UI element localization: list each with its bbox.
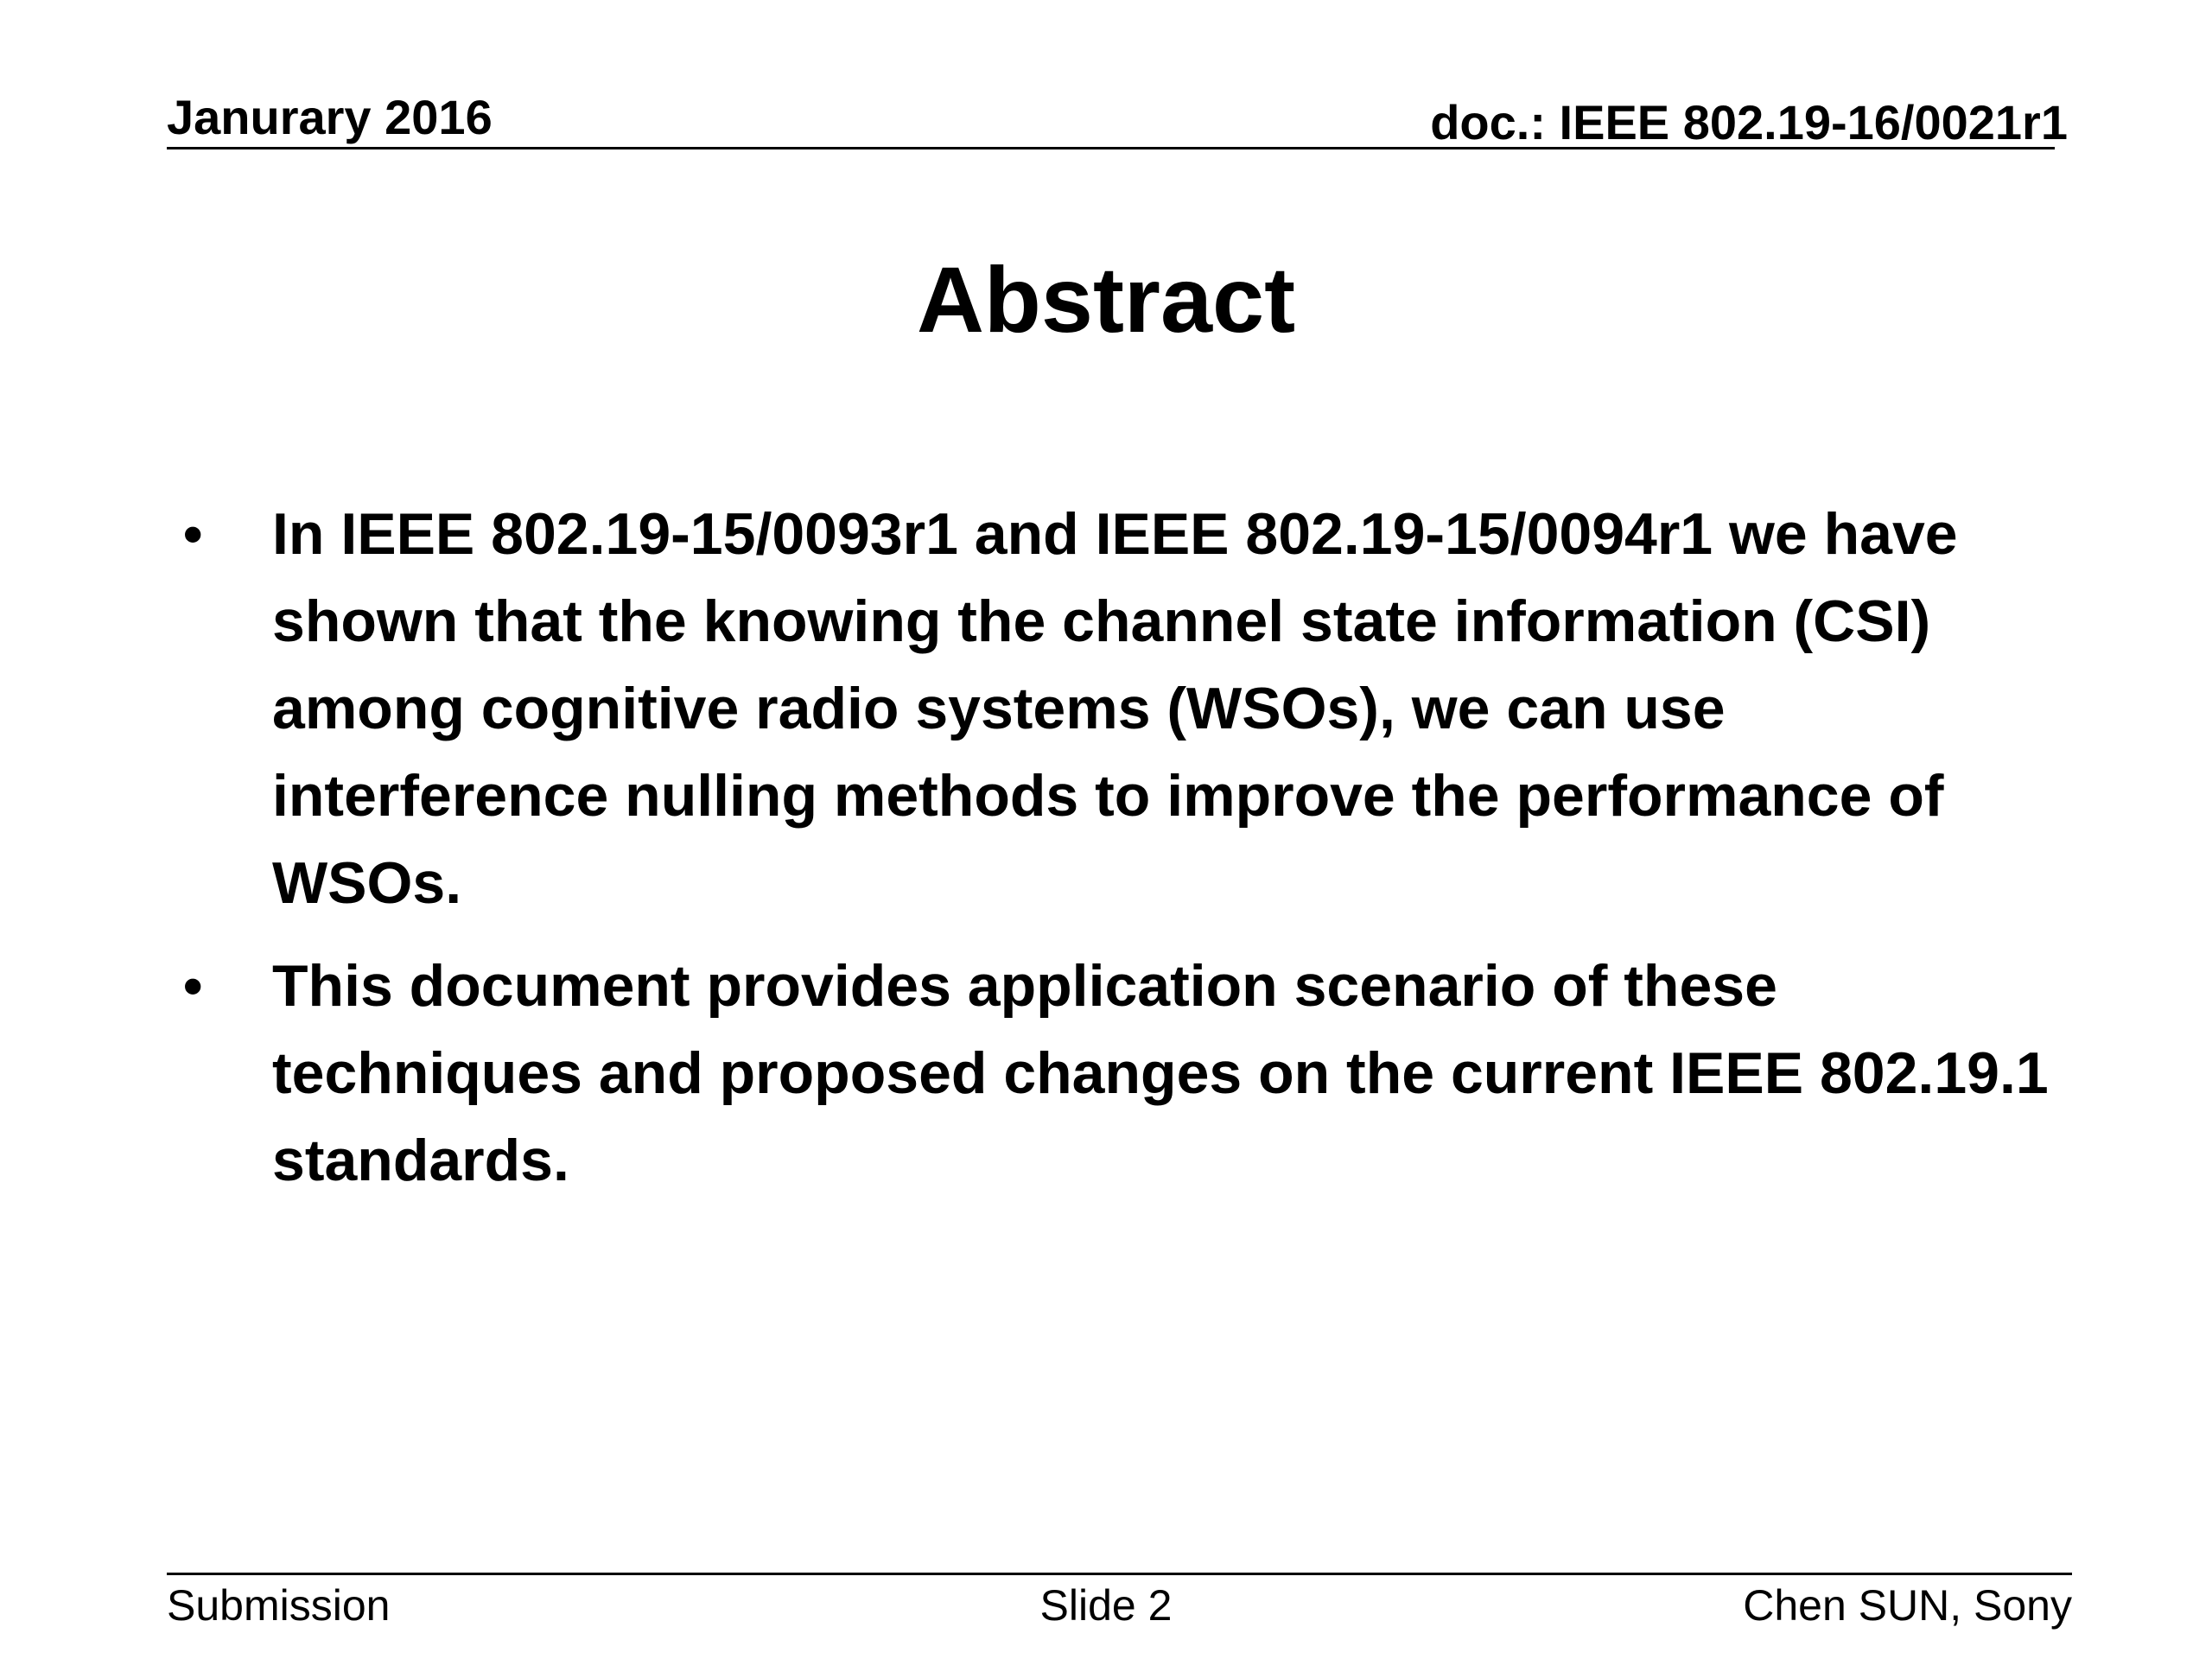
bullet-text: In IEEE 802.19-15/0093r1 and IEEE 802.19-15/0094r1 we have shown that the knowing the channel state information (CSI) among cognitive radio systems (WSOs), we can use interference nulling methods to improve the performance of WSOs. <box>272 501 1958 916</box>
bullet-item <box>181 943 2065 1205</box>
footer-slide-number: Slide 2 <box>1039 1581 1173 1630</box>
bullet-icon: • <box>183 503 203 565</box>
bullet-text: This document provides application scenario of these techniques and proposed changes on the current IEEE 802.19.1 standards. <box>272 953 2049 1193</box>
slide-title: Abstract <box>916 247 1296 352</box>
bullet-icon: • <box>183 955 203 1017</box>
header-doc-id: doc.: IEEE 802.19-16/0021r1 <box>1430 95 2068 149</box>
footer-submission: Submission <box>167 1581 391 1630</box>
header-date: Janurary 2016 <box>167 90 493 144</box>
footer-divider <box>167 1573 2072 1575</box>
bullet-list <box>181 491 2065 1220</box>
header-divider <box>167 147 2055 149</box>
bullet-item <box>181 491 2065 927</box>
footer-author: Chen SUN, Sony <box>1743 1581 2072 1630</box>
